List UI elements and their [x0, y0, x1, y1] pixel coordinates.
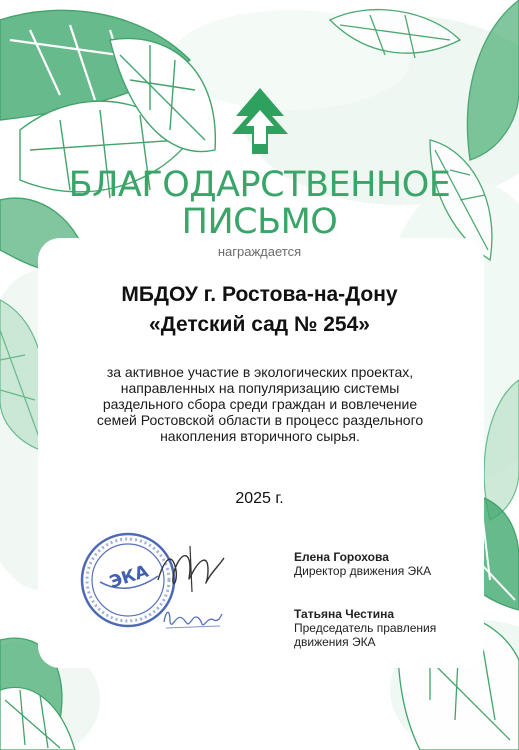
signer-block-1 [294, 550, 431, 578]
signature-1 [150, 540, 230, 600]
reason-line: раздельного сбора среди граждан и вовлечение [102, 396, 418, 412]
reason-text [60, 364, 460, 444]
signature-2 [160, 600, 226, 634]
signer-name: Елена Горохова [294, 550, 389, 564]
signer-name: Татьяна Честина [294, 607, 395, 621]
reason-line: семей Ростовской области в процесс раздельного [96, 412, 424, 428]
recipient-line2: «Детский сад № 254» [149, 313, 370, 336]
recipient-line1: МБДОУ г. Ростова-на-Дону [121, 283, 398, 306]
signer-block-2 [294, 607, 436, 649]
signer-role: Директор движения ЭКА [294, 564, 432, 578]
year-label: 2025 г. [235, 490, 284, 507]
signer-role: движения ЭКА [294, 635, 376, 649]
certificate-title-line2: ПИСЬМО [181, 202, 338, 242]
tree-logo-icon [228, 88, 292, 154]
reason-line: накопления вторичного сырья. [160, 428, 360, 444]
awarded-label: награждается [217, 244, 302, 259]
signer-role: Председатель правления [294, 621, 437, 635]
certificate-title-line1: БЛАГОДАРСТВЕННОЕ [68, 165, 451, 205]
reason-line: за активное участие в экологических проектах, [106, 364, 414, 380]
stamp-text: ЭКА [107, 561, 151, 593]
reason-line: направленных на популяризацию системы [120, 380, 400, 396]
